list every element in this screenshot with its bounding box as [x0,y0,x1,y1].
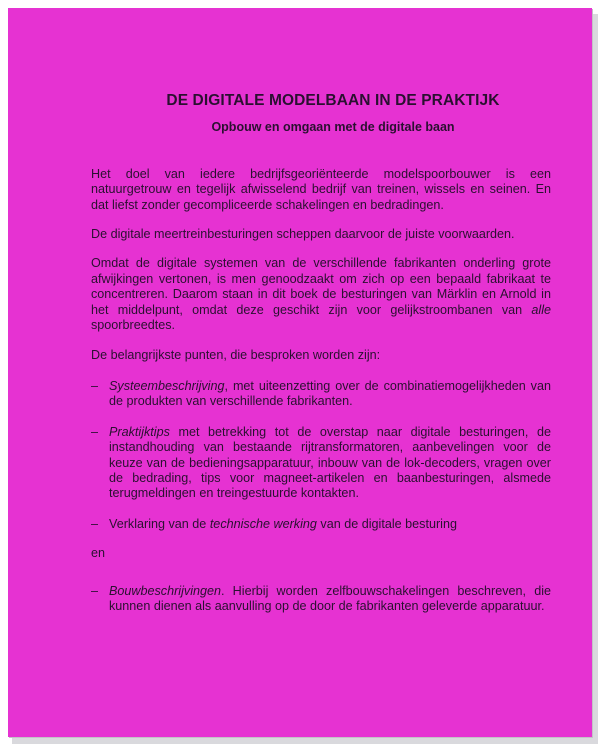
list-item-emphasis: Systeembeschrijving [109,378,225,393]
manufacturers-text: Omdat de digitale systemen van de verschillende fabrikanten onderling grote afwijkingen vertonen, is men genoodzaakt om zich op een bepaald fabrikaat te concentreren. Daarom staan in dit boek de besturingen van Märklin en Arnold in het middelpunt, omdat deze geschikt zijn voor gelijkstroombanen van [91,256,551,317]
cover-title: DE DIGITALE MODELBAAN IN DE PRAKTIJK [166,92,500,109]
key-points-intro: De belangrijkste punten, die besproken worden zijn: [91,348,381,363]
cover-text [91,93,551,614]
manufacturers-text-end: spoorbreedtes. [91,318,176,333]
list-item [91,425,551,502]
list-item-text [109,517,551,532]
list-item-body: . Hierbij worden zelfbouwschakelingen beschreven, die kunnen dienen als aanvulling op de door de fabrikanten geleverde apparatuur. [109,583,551,613]
dash-bullet: – [91,424,99,439]
list-item [91,379,551,410]
list-item-prefix: Verklaring van de [109,516,210,531]
list-item-text [109,379,551,410]
list-item-emphasis: technische werking [209,516,317,531]
list-item-body: van de digitale besturing [316,516,457,531]
connector-word: en [91,546,106,561]
list-item-emphasis: Praktijktips [109,424,170,439]
dash-bullet: – [91,378,99,393]
dash-bullet: – [91,516,99,531]
conditions-paragraph: De digitale meertreinbesturingen scheppen daarvoor de juiste voorwaarden. [91,227,515,242]
list-item-emphasis: Bouwbeschrijvingen [109,583,222,598]
cover-subtitle: Opbouw en omgaan met de digitale baan [211,120,455,135]
emphasis-text: alle [531,302,551,317]
list-item [91,584,551,615]
intro-paragraph: Het doel van iedere bedrijfsgeoriënteerde modelspoorbouwer is een natuurgetrouw en tegelijk afwisselend bedrijf van treinen, wissels en seinen. En dat liefst zonder gecompliceerde schakelingen en bedradingen. [91,166,551,212]
list-item-text [109,584,551,615]
list-item [91,517,551,532]
list-item-body: , met uiteenzetting over de combinatiemogelijkheden van de produkten van verschillende fabrikanten. [109,378,551,409]
list-item-body: met betrekking tot de overstap naar digitale besturingen, de instandhouding van bestaande rijtransformatoren, aanbevelingen voor de keuze van de bedieningsapparatuur, inbouw van de lok-decoders, vragen over de bedrading, tips voor magneet-artikelen en baanbesturingen, alsmede terugmeldingen en treingestuurde kontakten. [109,424,551,501]
list-item-text [109,425,551,502]
book-back-cover [8,8,592,737]
manufacturers-paragraph [91,256,551,333]
dash-bullet: – [91,583,99,598]
